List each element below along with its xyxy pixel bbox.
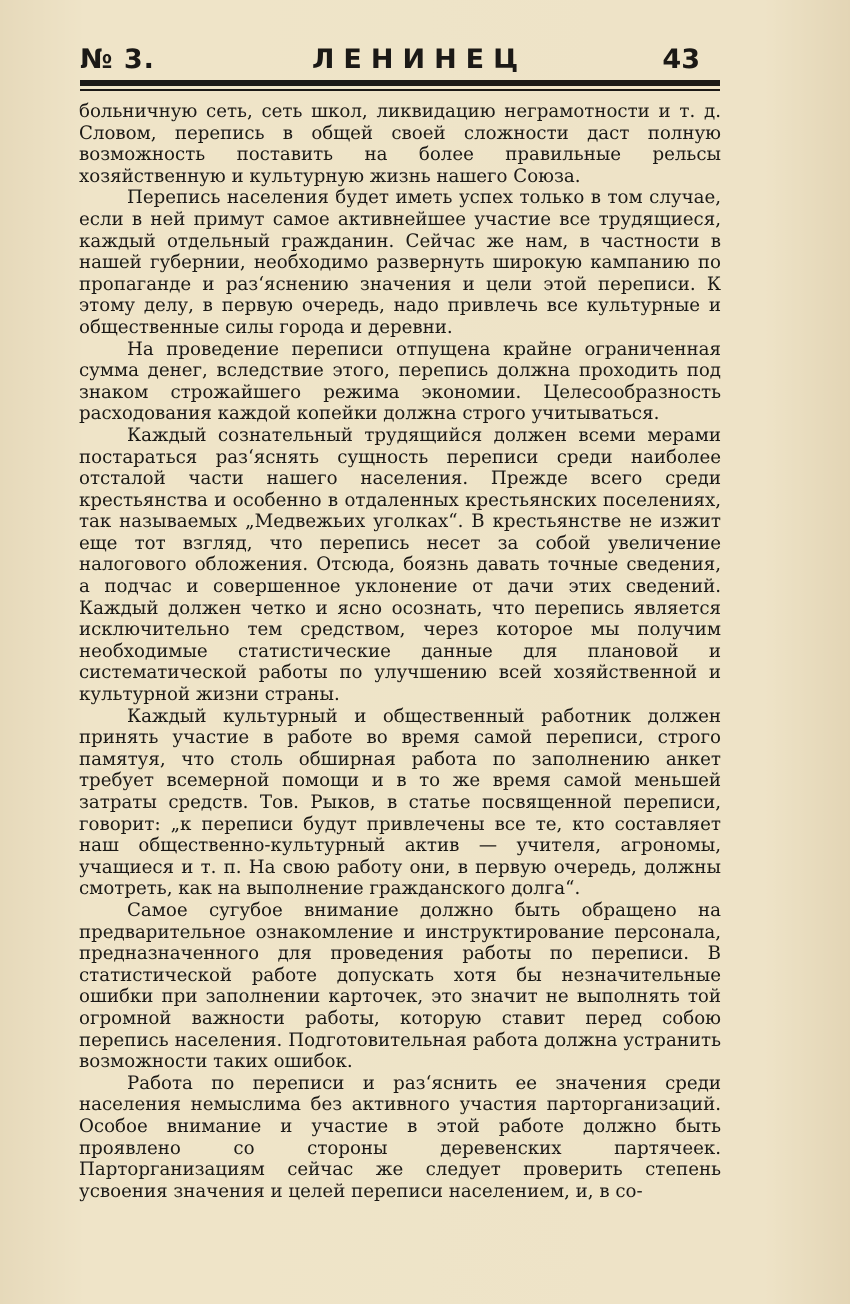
- paragraph: На проведение переписи отпущена крайне ограниченная сумма денег, вследствие этого, перепись должна проходить под знаком строжайшего режима экономии. Целесообразность расходования каждой копейки должна строго учитываться.: [79, 338, 721, 425]
- paragraph: Каждый сознательный трудящийся должен всеми мерами постараться раз‘яснять сущность переписи среди наиболее отсталой части нашего населения. Прежде всего среди крестьянства и особенно в отдаленных крестьянских поселениях, так называемых „Медвежьих уголках“. В крестьянстве не изжит еще тот взгляд, что перепись несет за собой увеличение налогового обложения. Отсюда, боязнь давать точные сведения, а подчас и совершенное уклонение от дачи этих сведений. Каждый должен четко и ясно осознать, что перепись является исключительно тем средством, через которое мы получим необходимые статистические данные для плановой и систематической работы по улучшению всей хозяйственной и культурной жизни страны.: [79, 424, 721, 706]
- article-body: [79, 101, 721, 1202]
- header-rule-thin: [80, 89, 720, 91]
- journal-title: ЛЕНИНЕЦ: [312, 44, 528, 75]
- paragraph: Перепись населения будет иметь успех только в том случае, если в ней примут самое активнейшее участие все трудящиеся, каждый отдельный гражданин. Сейчас же нам, в частности в нашей губернии, необходимо развернуть широкую кампанию по пропаганде и раз‘яснению значения и цели этой переписи. К этому делу, в первую очередь, надо привлечь все культурные и общественные силы города и деревни.: [79, 187, 721, 338]
- paragraph: Каждый культурный и общественный работник должен принять участие в работе во время самой переписи, строго памятуя, что столь обширная работа по заполнению анкет требует всемерной помощи и в то же время самой меньшей затраты средств. Тов. Рыков, в статье посвященной переписи, говорит: „к переписи будут привлечены все те, кто составляет наш общественно-культурный актив — учителя, агрономы, учащиеся и т. п. На свою работу они, в первую очередь, должны смотреть, как на выполнение гражданского долга“.: [79, 705, 721, 900]
- page-number: 43: [662, 44, 700, 75]
- header-rule-thick: [80, 80, 720, 86]
- paragraph: Работа по переписи и раз‘яснить ее значения среди населения немыслима без активного участия парторганизаций. Особое внимание и участие в этой работе должно быть проявлено со стороны деревенских партячеек. Парторганизациям сейчас же следует проверить степень усвоения значения и целей переписи населением, и, в со-: [79, 1072, 721, 1202]
- paragraph: Самое сугубое внимание должно быть обращено на предварительное ознакомление и инструктирование персонала, предназначенного для проведения работы по переписи. В статистической работе допускать хотя бы незначительные ошибки при заполнении карточек, это значит не выполнять той огромной важности работы, которую ставит перед собою перепись населения. Подготовительная работа должна устранить возможности таких ошибок.: [79, 899, 721, 1073]
- paragraph: больничную сеть, сеть школ, ликвидацию неграмотности и т. д. Словом, перепись в общей своей сложности даст полную возможность поставить на более правильные рельсы хозяйственную и культурную жизнь нашего Союза.: [79, 101, 721, 187]
- issue-number: № 3.: [80, 44, 155, 75]
- page-header: [80, 44, 720, 78]
